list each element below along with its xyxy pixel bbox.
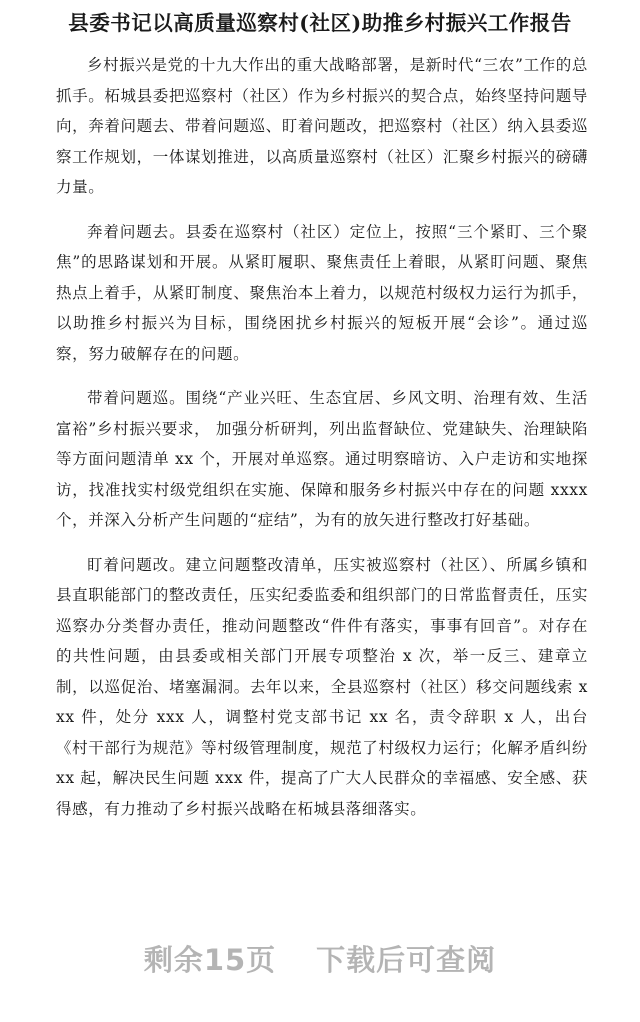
paragraph-inspect-problems: 带着问题巡。围绕“产业兴旺、生态宜居、乡风文明、治理有效、生活富裕”乡村振兴要求， 加强分析研判，列出监督缺位、党建缺失、治理缺陷等方面问题清单 xx 个，开展对单巡察。通过明察暗访、入户走访和实地探访，找准找实村级党组织在实施、保障和服务乡村振兴中存在的问题 xxxx 个，并深入分析产生问题的“症结”，为有的放矢进行整改打好基础。: [56, 389, 588, 529]
paragraph-fix-problems: 盯着问题改。建立问题整改清单，压实被巡察村（社区）、所属乡镇和县直职能部门的整改责任，压实纪委监委和组织部门的日常监督责任，压实巡察办分类督办责任，推动问题整改“件件有落实，事事有回音”。对存在的共性问题，由县委或相关部门开展专项整治 x 次，举一反三、建章立制，以巡促治、堵塞漏洞。去年以来，全县巡察村（社区）移交问题线索 xxx 件，处分 xxx 人，调整村党支部书记 xx 名，责令辞职 x 人，出台《村干部行为规范》等村级管理制度，规范了村级权力运行；化解矛盾纠纷 xx 起，解决民生问题 xxx 件，提高了广大人民群众的幸福感、安全感、获得感，有力推动了乡村振兴战略在柘城县落细落实。: [56, 555, 588, 818]
document-title: 县委书记以高质量巡察村(社区)助推乡村振兴工作报告: [68, 11, 572, 35]
download-banner[interactable]: [0, 938, 640, 982]
paragraph-find-problems: 奔着问题去。县委在巡察村（社区）定位上，按照“三个紧盯、三个聚焦”的思路谋划和开展。从紧盯履职、聚焦责任上着眼，从紧盯问题、聚焦热点上着手，从紧盯制度、聚焦治本上着力，以规范村级权力运行为抓手，以助推乡村振兴为目标，围绕困扰乡村振兴的短板开展“会诊”。通过巡察，努力破解存在的问题。: [56, 222, 588, 363]
remaining-pages-label: 剩余15页: [143, 943, 277, 977]
download-hint-label[interactable]: 下载后可查阅: [316, 943, 497, 977]
paragraph-intro: 乡村振兴是党的十九大作出的重大战略部署，是新时代“三农”工作的总抓手。柘城县委把巡察村（社区）作为乡村振兴的契合点，始终坚持问题导向，奔着问题去、带着问题巡、盯着问题改，把巡察村（社区）纳入县委巡察工作规划，一体谋划推进，以高质量巡察村（社区）汇聚乡村振兴的磅礴力量。: [56, 56, 588, 196]
document-body: [56, 50, 588, 838]
